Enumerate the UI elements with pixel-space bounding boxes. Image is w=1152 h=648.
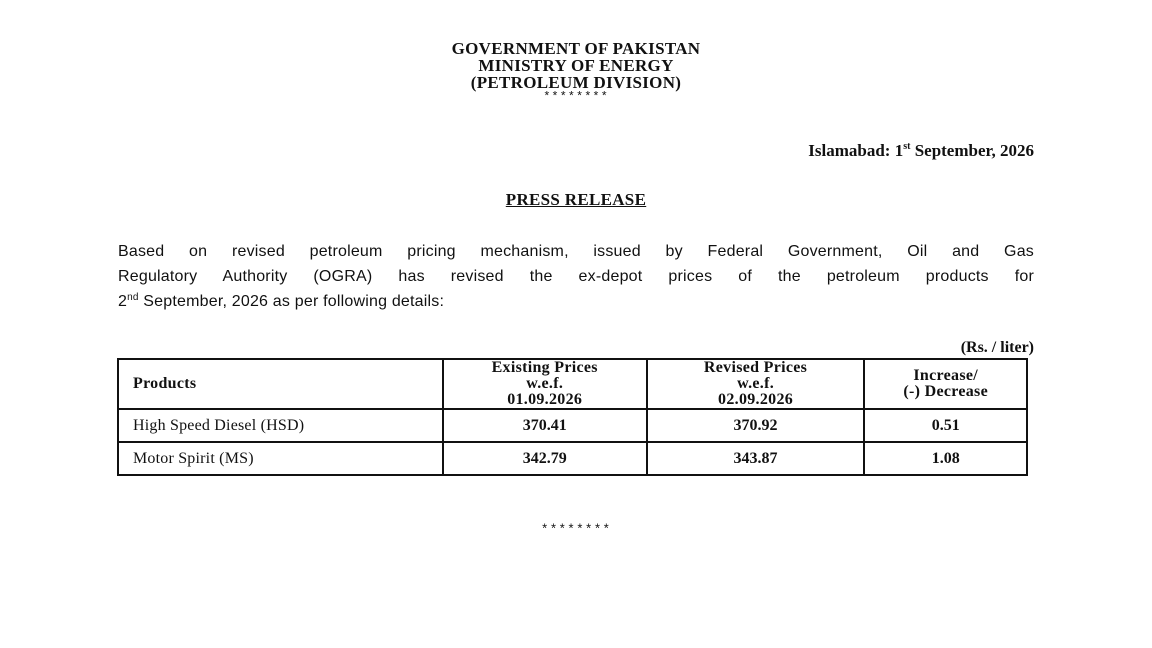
header-change bbox=[864, 359, 1027, 409]
dateline-day-suffix: st bbox=[903, 141, 911, 152]
product-name: Motor Spirit (MS) bbox=[118, 442, 443, 475]
paragraph-line-3 bbox=[118, 289, 1034, 314]
header-existing-line-3: 01.09.2026 bbox=[507, 391, 583, 408]
dateline bbox=[808, 141, 1034, 161]
price-table bbox=[117, 358, 1028, 476]
header-change-line-1: Increase/ bbox=[913, 367, 979, 384]
header-revised-line-2: w.e.f. bbox=[737, 375, 774, 392]
table-row bbox=[118, 409, 1027, 442]
unit-note: (Rs. / liter) bbox=[960, 339, 1034, 356]
existing-price: 370.41 bbox=[443, 409, 647, 442]
dateline-place: Islamabad: 1 bbox=[808, 141, 904, 160]
existing-price: 342.79 bbox=[443, 442, 647, 475]
header-existing-line-1: Existing Prices bbox=[491, 359, 598, 376]
letterhead bbox=[0, 40, 1152, 91]
press-release-title: PRESS RELEASE bbox=[505, 190, 647, 209]
header-revised-line-3: 02.09.2026 bbox=[718, 391, 794, 408]
footer-separator: ******** bbox=[540, 522, 612, 537]
header-products: Products bbox=[118, 359, 443, 409]
price-change: 1.08 bbox=[864, 442, 1027, 475]
header-existing-prices bbox=[443, 359, 647, 409]
header-existing-line-2: w.e.f. bbox=[526, 375, 564, 392]
paragraph-date-suffix: nd bbox=[127, 292, 139, 303]
body-paragraph bbox=[118, 239, 1034, 314]
header-separator: ******** bbox=[543, 90, 609, 104]
table-header-row bbox=[118, 359, 1027, 409]
product-name: High Speed Diesel (HSD) bbox=[118, 409, 443, 442]
paragraph-date-rest: September, 2026 as per following details: bbox=[138, 293, 445, 310]
revised-price: 370.92 bbox=[647, 409, 865, 442]
price-change: 0.51 bbox=[864, 409, 1027, 442]
header-change-line-2: (-) Decrease bbox=[903, 383, 988, 400]
header-revised-prices bbox=[647, 359, 865, 409]
paragraph-date-num: 2 bbox=[118, 293, 128, 310]
paragraph-line-1: Based on revised petroleum pricing mechanism, issued by Federal Government, Oil and Gas bbox=[118, 243, 1034, 260]
dateline-rest: September, 2026 bbox=[910, 141, 1034, 160]
revised-price: 343.87 bbox=[647, 442, 865, 475]
press-release-heading bbox=[0, 190, 1152, 210]
division-title: (PETROLEUM DIVISION) bbox=[470, 73, 682, 92]
header-revised-line-1: Revised Prices bbox=[703, 359, 808, 376]
table-row bbox=[118, 442, 1027, 475]
ministry-title: MINISTRY OF ENERGY bbox=[478, 56, 674, 75]
government-title: GOVERNMENT OF PAKISTAN bbox=[451, 39, 701, 58]
paragraph-line-2: Regulatory Authority (OGRA) has revised the ex-depot prices of the petroleum products for bbox=[118, 268, 1034, 285]
